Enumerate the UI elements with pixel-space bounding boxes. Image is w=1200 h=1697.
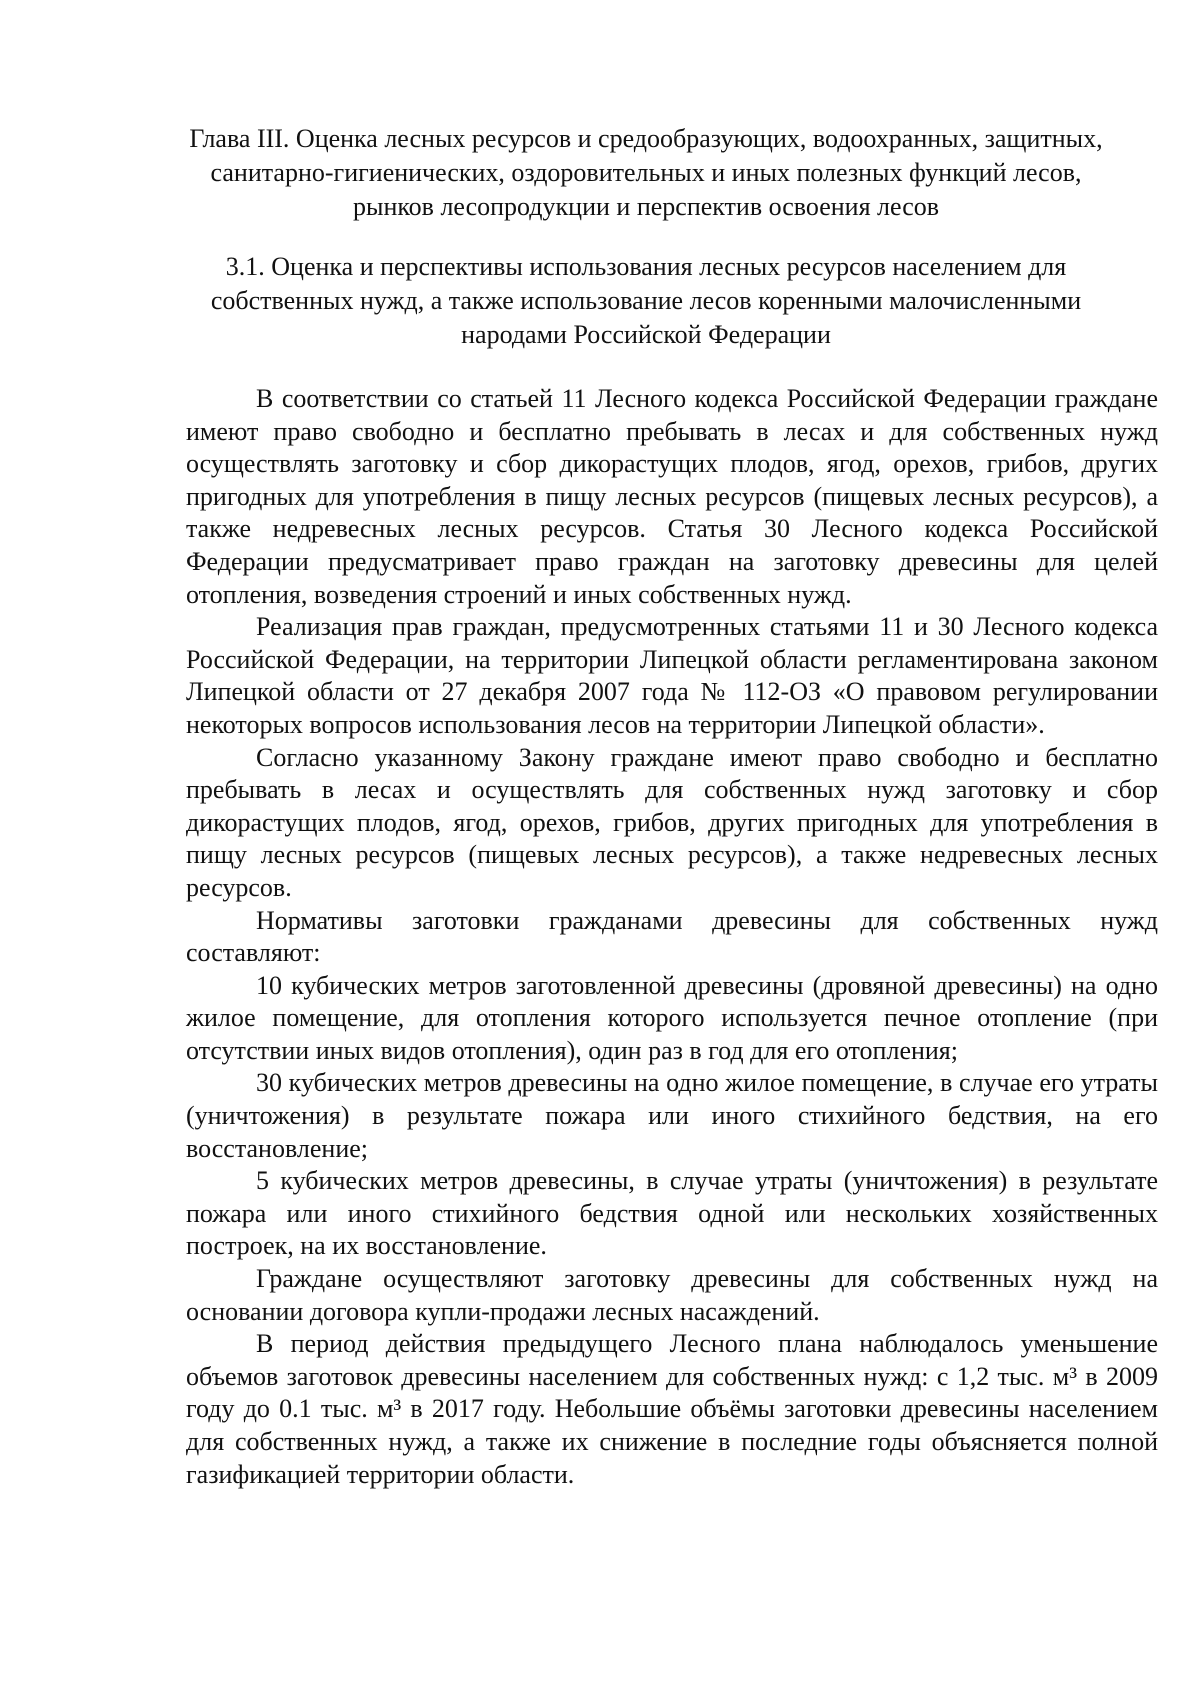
- paragraph-norms-intro: Нормативы заготовки гражданами древесины для собственных нужд составляют:: [186, 905, 1158, 968]
- paragraph-contract-basis: Граждане осуществляют заготовку древесины для собственных нужд на основании договора купли-продажи лесных насаждений.: [186, 1264, 1158, 1326]
- paragraph-volume-decrease: В период действия предыдущего Лесного плана наблюдалось уменьшение объемов заготовок древесины населением для собственных нужд: с 1,2 тыс. м³ в 2009 году до 0.1 тыс. м³ в 2017 году. Небольшие объёмы заготовки древесины населением для собственных нужд, а также их снижение в последние годы объясняется полной газификацией территории области.: [186, 1329, 1158, 1489]
- section-title: 3.1. Оценка и перспективы использования лесных ресурсов населением для собственных нужд, а также использование лесов коренными малочисленными народами Российской Федерации: [210, 252, 1082, 349]
- paragraph-regional-law: Реализация прав граждан, предусмотренных статьями 11 и 30 Лесного кодекса Российской Федерации, на территории Липецкой области регламентирована законом Липецкой области от 27 декабря 2007 года № 112-ОЗ «О правовом регулировании некоторых вопросов использования лесов на территории Липецкой области».: [186, 612, 1158, 739]
- paragraph-norm-outbuildings: 5 кубических метров древесины, в случае утраты (уничтожения) в результате пожара или иного стихийного бедствия одной или нескольких хозяйственных построек, на их восстановление.: [186, 1166, 1158, 1261]
- paragraph-norm-dwelling: 30 кубических метров древесины на одно жилое помещение, в случае его утраты (уничтожения) в результате пожара или иного стихийного бедствия, на его восстановление;: [186, 1068, 1158, 1163]
- paragraph-article-11: В соответствии со статьей 11 Лесного кодекса Российской Федерации граждане имеют право свободно и бесплатно пребывать в лесах и для собственных нужд осуществлять заготовку и сбор дикорастущих плодов, ягод, орехов, грибов, других пригодных для употребления в пищу лесных ресурсов (пищевых лесных ресурсов), а также недревесных лесных ресурсов. Статья 30 Лесного кодекса Российской Федерации предусматривает право граждан на заготовку древесины для целей отопления, возведения строений и иных собственных нужд.: [186, 384, 1158, 609]
- chapter-title: Глава III. Оценка лесных ресурсов и средообразующих, водоохранных, защитных, санитарно-гигиенических, оздоровительных и иных полезных функций лесов, рынков лесопродукции и перспектив освоения лесов: [189, 124, 1103, 221]
- paragraph-citizens-rights: Согласно указанному Закону граждане имеют право свободно и бесплатно пребывать в лесах и осуществлять для собственных нужд заготовку и сбор дикорастущих плодов, ягод, орехов, грибов, других пригодных для употребления в пищу лесных ресурсов (пищевых лесных ресурсов), а также недревесных лесных ресурсов.: [186, 742, 1158, 902]
- paragraph-norm-heating: 10 кубических метров заготовленной древесины (дровяной древесины) на одно жилое помещение, для отопления которого используется печное отопление (при отсутствии иных видов отопления), один раз в год для его отопления;: [186, 970, 1158, 1065]
- body-text: [186, 383, 1158, 1491]
